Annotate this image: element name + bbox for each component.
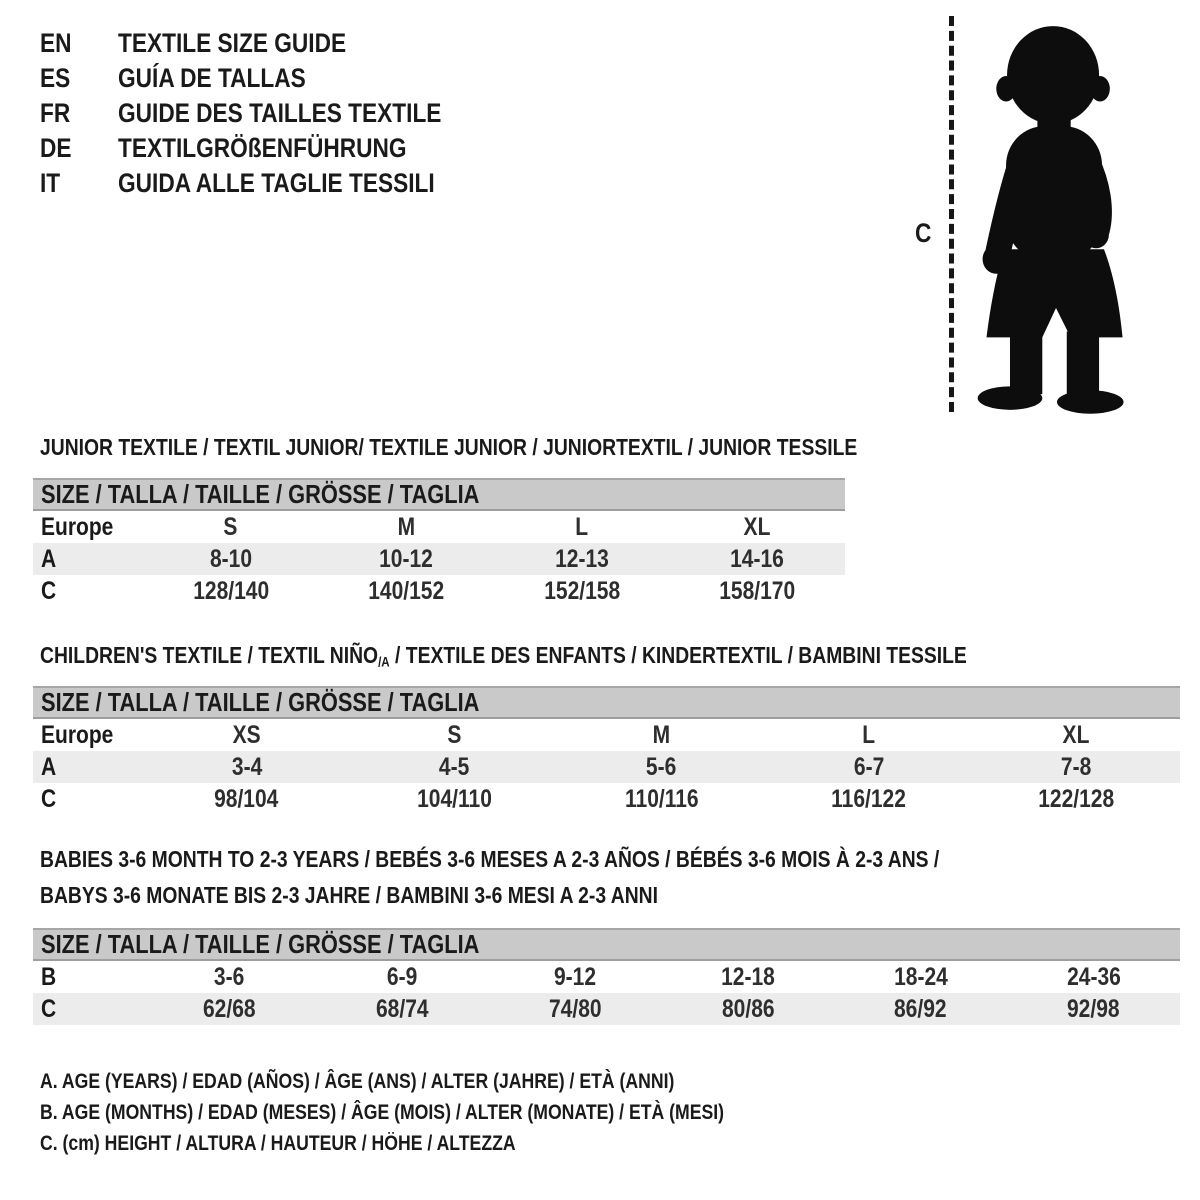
babies-table-title-line2 [40, 882, 776, 909]
babies-table-title-text: BABYS 3-6 MONATE BIS 2-3 JAHRE / BAMBINI 3-6 MESI A 2-3 ANNI [40, 882, 658, 908]
cell-value: 116/122 [831, 784, 907, 813]
cell-value: L [862, 720, 876, 749]
table-row [33, 783, 1180, 815]
row-label: A [41, 544, 57, 573]
cell-value: S [223, 512, 238, 541]
cell-value: 4-5 [438, 752, 470, 781]
table-row [33, 751, 1180, 783]
table-row [33, 993, 1180, 1025]
language-title: TEXTILE SIZE GUIDE [118, 28, 347, 58]
table-row [33, 719, 1180, 751]
cell-value: 9-12 [554, 962, 597, 991]
cell-value: XL [1062, 720, 1090, 749]
cell-value: 86/92 [894, 994, 947, 1023]
junior-table-title [40, 434, 1013, 461]
cell-value: 6-7 [853, 752, 885, 781]
row-label: C [41, 576, 57, 605]
height-dashed-line [949, 16, 954, 412]
cell-value: 92/98 [1067, 994, 1120, 1023]
size-header-text: SIZE / TALLA / TAILLE / GRÖSSE / TAGLIA [41, 479, 480, 509]
title-pre: CHILDREN'S TEXTILE / TEXTIL NIÑO [40, 642, 379, 668]
cell-value: XL [743, 512, 771, 541]
measurement-legend [40, 1066, 854, 1159]
language-code: FR [40, 98, 71, 128]
table-row [33, 575, 845, 607]
cell-value: 104/110 [416, 784, 492, 813]
cell-value: 12-18 [721, 962, 775, 991]
row-label: C [41, 994, 57, 1023]
language-row-de [40, 131, 503, 166]
cell-value: 8-10 [209, 544, 252, 573]
legend-text: A. AGE (YEARS) / EDAD (AÑOS) / ÂGE (ANS) / ALTER (JAHRE) / ETÀ (ANNI) [40, 1069, 675, 1093]
cell-value: 62/68 [203, 994, 256, 1023]
junior-size-table [33, 478, 845, 607]
size-header-text: SIZE / TALLA / TAILLE / GRÖSSE / TAGLIA [41, 929, 480, 959]
title-subscript: /A [378, 654, 390, 670]
row-label: A [41, 752, 57, 781]
language-code: ES [40, 63, 71, 93]
cell-value: 5-6 [646, 752, 677, 781]
row-label: Europe [41, 720, 114, 749]
cell-value: 140/152 [368, 576, 445, 605]
cell-value: M [652, 720, 671, 749]
language-row-it [40, 166, 503, 201]
legend-line-b [40, 1097, 854, 1128]
children-table-title-text [40, 642, 967, 669]
language-title: GUÍA DE TALLAS [118, 63, 306, 93]
toddler-silhouette-icon [963, 14, 1149, 418]
cell-value: 98/104 [214, 784, 279, 813]
babies-table-title-text: BABIES 3-6 MONTH TO 2-3 YEARS / BEBÉS 3-6 MESES A 2-3 AÑOS / BÉBÉS 3-6 MOIS À 2-3 ANS / [40, 846, 940, 872]
cell-value: 80/86 [721, 994, 775, 1023]
cell-value: 128/140 [192, 576, 269, 605]
size-header-row [33, 686, 1180, 719]
children-table-title [40, 642, 1143, 669]
language-code: IT [40, 168, 61, 198]
cell-value: 152/158 [543, 576, 620, 605]
language-code: EN [40, 28, 72, 58]
babies-table-title-line1 [40, 846, 1111, 873]
cell-value: 3-6 [214, 962, 245, 991]
title-post: / TEXTILE DES ENFANTS / KINDERTEXTIL / BAMBINI TESSILE [389, 642, 967, 668]
cell-value: 74/80 [548, 994, 602, 1023]
language-row-es [40, 61, 503, 96]
size-header-text: SIZE / TALLA / TAILLE / GRÖSSE / TAGLIA [41, 687, 480, 717]
cell-value: 68/74 [375, 994, 429, 1023]
junior-table-title-text: JUNIOR TEXTILE / TEXTIL JUNIOR/ TEXTILE JUNIOR / JUNIORTEXTIL / JUNIOR TESSILE [40, 434, 858, 460]
legend-text: B. AGE (MONTHS) / EDAD (MESES) / ÂGE (MOIS) / ALTER (MONATE) / ETÀ (MESI) [40, 1100, 725, 1124]
height-measure-label: C [915, 218, 932, 248]
size-header-row [33, 928, 1180, 961]
row-label: C [41, 784, 57, 813]
cell-value: 6-9 [387, 962, 418, 991]
cell-value: M [397, 512, 415, 541]
language-title: GUIDA ALLE TAGLIE TESSILI [118, 168, 435, 198]
height-figure [905, 14, 1195, 418]
language-row-fr [40, 96, 503, 131]
cell-value: 7-8 [1061, 752, 1092, 781]
cell-value: 3-4 [231, 752, 262, 781]
cell-value: 12-13 [554, 544, 609, 573]
cell-value: 122/128 [1038, 784, 1115, 813]
cell-value: S [447, 720, 462, 749]
cell-value: 24-36 [1066, 962, 1121, 991]
cell-value: 158/170 [719, 576, 796, 605]
language-row-en [40, 26, 503, 61]
babies-size-table [33, 928, 1180, 1025]
table-row [33, 511, 845, 543]
size-header-row [33, 478, 845, 511]
cell-value: 18-24 [893, 962, 948, 991]
cell-value: 14-16 [730, 544, 785, 573]
legend-text: C. (cm) HEIGHT / ALTURA / HAUTEUR / HÖHE / ALTEZZA [40, 1131, 516, 1155]
row-label: B [41, 962, 57, 991]
row-label: Europe [41, 512, 114, 541]
legend-line-c [40, 1128, 854, 1159]
cell-value: XS [232, 720, 261, 749]
children-size-table [33, 686, 1180, 815]
cell-value: 10-12 [379, 544, 434, 573]
language-title: GUIDE DES TAILLES TEXTILE [118, 98, 442, 128]
language-code: DE [40, 133, 72, 163]
cell-value: 110/116 [624, 784, 699, 813]
language-title: TEXTILGRÖßENFÜHRUNG [118, 133, 407, 163]
language-title-list [40, 26, 503, 201]
cell-value: L [575, 512, 589, 541]
legend-line-a [40, 1066, 854, 1097]
table-row [33, 543, 845, 575]
table-row [33, 961, 1180, 993]
